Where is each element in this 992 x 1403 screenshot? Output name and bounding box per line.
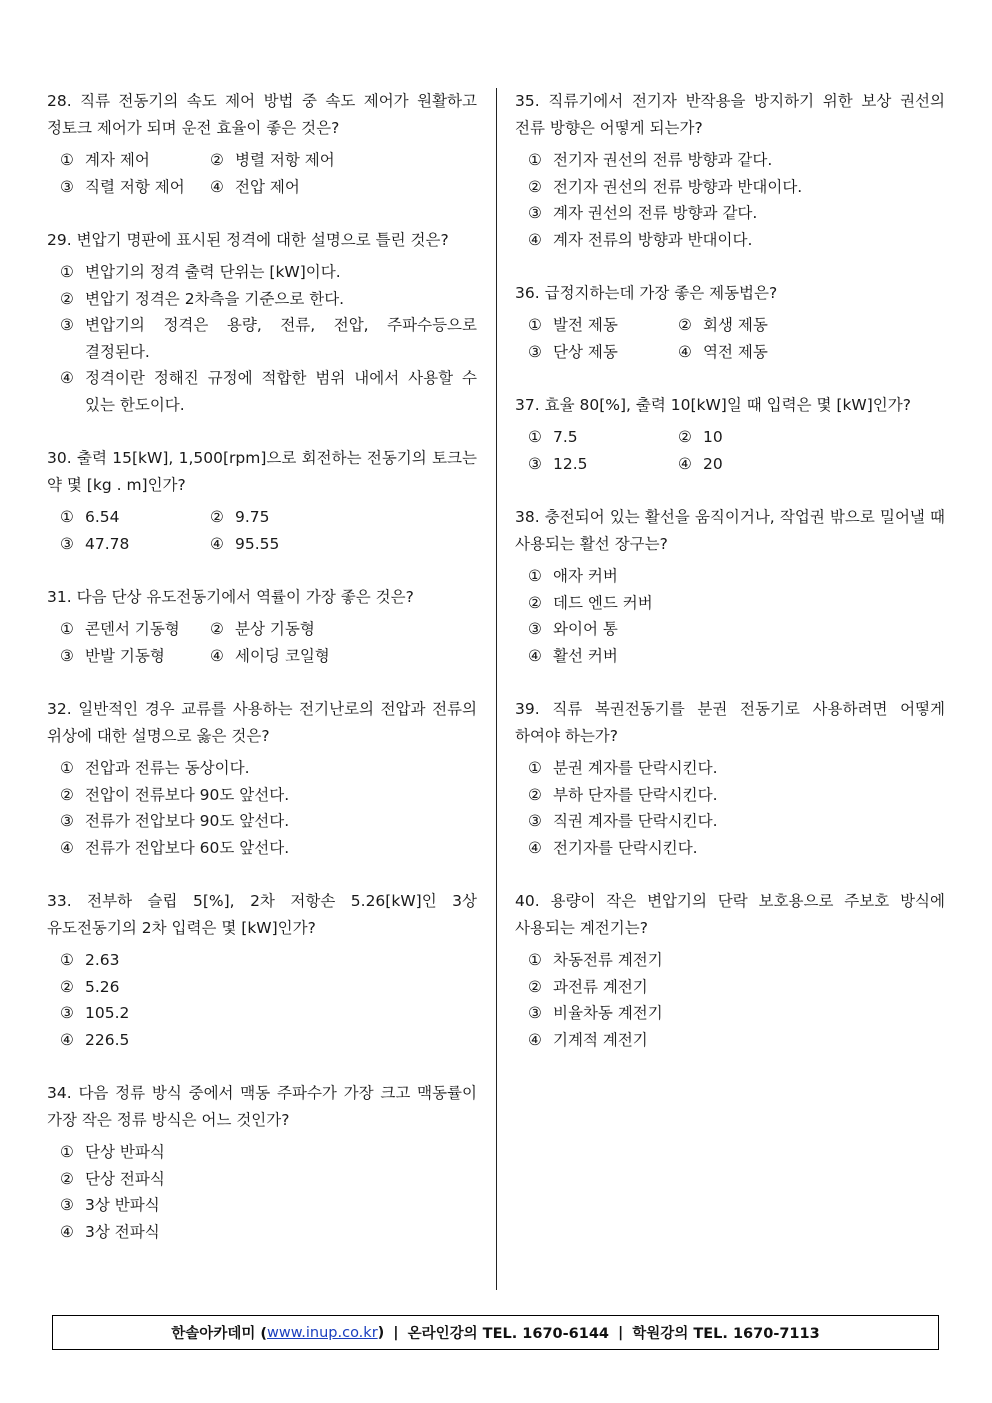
option-marker: ④ [60,1030,74,1049]
answer-option[interactable] [210,643,477,670]
answer-options [515,147,945,253]
answer-option[interactable] [60,259,477,286]
answer-option[interactable] [60,531,210,558]
option-text: 과전류 계전기 [553,977,648,996]
option-text: 역전 제동 [703,342,768,361]
question-text: 출력 15[kW], 1,500[rpm]으로 회전하는 전동기의 토크는 약 몇 [kg . m]인가? [47,449,477,494]
question-text: 변압기 명판에 표시된 정격에 대한 설명으로 틀린 것은? [76,231,449,249]
option-marker: ④ [60,1222,74,1241]
option-marker: ② [60,1169,74,1188]
answer-option[interactable] [60,755,477,782]
option-text: 변압기의 정격 출력 단위는 [kW]이다. [85,263,341,281]
question-29 [47,227,477,418]
footer-separator: | [393,1324,399,1341]
option-text: 계자 전류의 방향과 반대이다. [553,230,753,249]
option-marker: ④ [210,646,224,665]
option-text: 95.55 [235,534,280,553]
option-marker: ④ [678,454,692,473]
question-number: 34. [47,1084,72,1102]
option-text: 226.5 [85,1030,130,1049]
option-marker: ② [678,316,692,334]
question-text: 직류기에서 전기자 반작용을 방지하기 위한 보상 권선의 전류 방향은 어떻게 되는가? [515,92,945,137]
option-text: 전압과 전류는 동상이다. [85,759,250,777]
question-text: 일반적인 경우 교류를 사용하는 전기난로의 전압과 전류의 위상에 대한 설명으로 옳은 것은? [47,700,477,745]
answer-option[interactable] [528,835,945,862]
option-text: 반발 기동형 [85,646,165,665]
option-marker: ② [60,977,74,996]
answer-option[interactable] [60,1192,477,1219]
answer-option[interactable] [528,563,945,590]
question-34 [47,1080,477,1245]
answer-option[interactable] [210,504,477,531]
option-text: 전류가 전압보다 90도 앞선다. [85,812,290,830]
question-stem [47,888,477,942]
question-text: 효율 80[%], 출력 10[kW]일 때 입력은 몇 [kW]인가? [544,396,911,414]
option-text: 단상 제동 [553,342,618,361]
question-stem [47,227,477,254]
answer-option[interactable] [528,451,678,478]
question-number: 32. [47,700,72,718]
option-text: 전류가 전압보다 60도 앞선다. [85,838,290,857]
question-number: 30. [47,449,72,467]
option-text: 와이어 통 [553,620,618,638]
answer-option[interactable] [528,147,945,174]
question-number: 31. [47,588,72,606]
option-marker: ② [678,428,692,446]
answer-option[interactable] [60,147,210,174]
option-marker: ① [528,759,542,777]
option-text: 분상 기동형 [235,620,315,638]
option-text: 기계적 계전기 [553,1030,648,1049]
answer-option[interactable] [528,339,678,366]
option-marker: ① [60,759,74,777]
option-marker: ③ [60,812,74,830]
answer-option[interactable] [60,312,477,365]
answer-option[interactable] [60,1000,477,1027]
option-marker: ② [210,151,224,169]
answer-option[interactable] [528,1000,945,1027]
question-36 [515,280,945,365]
answer-option[interactable] [60,947,477,974]
answer-option[interactable] [60,616,210,643]
answer-option[interactable] [210,174,477,201]
option-marker: ② [210,620,224,638]
option-marker: ① [528,428,542,446]
option-text: 단상 반파식 [85,1143,165,1161]
option-text: 전압 제어 [235,177,300,196]
option-marker: ① [60,508,74,526]
answer-option[interactable] [528,200,945,227]
answer-option[interactable] [678,312,945,339]
option-text: 5.26 [85,977,120,996]
option-marker: ① [60,151,74,169]
question-number: 37. [515,396,540,414]
option-text: 6.54 [85,508,120,526]
answer-option[interactable] [528,947,945,974]
option-marker: ③ [528,204,542,222]
footer-separator: | [618,1324,624,1341]
question-31 [47,584,477,669]
option-marker: ④ [528,838,542,857]
answer-options [47,616,477,669]
footer-online-phone: 온라인강의 TEL. 1670-6144 [407,1326,609,1342]
option-marker: ① [60,951,74,969]
answer-options [515,312,945,365]
answer-option[interactable] [528,755,945,782]
answer-option[interactable] [60,835,477,862]
option-text: 105.2 [85,1004,130,1022]
left-column [47,88,477,1272]
question-33 [47,888,477,1053]
option-marker: ④ [60,369,74,387]
question-stem [47,1080,477,1134]
column-divider [496,88,497,1290]
option-text: 2.63 [85,951,120,969]
option-text: 전기자 권선의 전류 방향과 같다. [553,151,773,169]
footer-academy: 한솔아카데미 ( [171,1326,268,1342]
question-stem [47,88,477,142]
question-stem [47,445,477,499]
answer-option[interactable] [528,227,945,254]
option-text: 병렬 저항 제어 [235,151,335,169]
answer-options [47,504,477,557]
option-text: 애자 커버 [553,567,618,585]
question-number: 29. [47,231,72,249]
question-30 [47,445,477,557]
option-marker: ① [528,951,542,969]
option-marker: ③ [60,177,74,196]
option-marker: ③ [60,1004,74,1022]
option-marker: ② [528,593,542,612]
question-38 [515,504,945,669]
option-text: 변압기의 정격은 용량, 전류, 전압, 주파수등으로 결정된다. [85,316,477,361]
question-number: 35. [515,92,540,110]
answer-option[interactable] [60,1166,477,1193]
answer-option[interactable] [210,616,477,643]
answer-option[interactable] [528,424,678,451]
answer-options [515,947,945,1053]
answer-option[interactable] [528,782,945,809]
option-marker: ③ [60,316,74,334]
option-text: 20 [703,454,723,473]
answer-options [515,424,945,477]
option-text: 콘덴서 기동형 [85,620,180,638]
answer-options [47,947,477,1053]
question-40 [515,888,945,1053]
answer-options [515,563,945,669]
question-stem [515,392,945,419]
option-text: 활선 커버 [553,646,618,665]
answer-option[interactable] [678,451,945,478]
answer-option[interactable] [60,1139,477,1166]
footer-close-paren: ) [377,1324,385,1341]
option-marker: ② [60,785,74,804]
option-marker: ④ [60,838,74,857]
option-marker: ② [528,177,542,196]
question-number: 39. [515,700,540,718]
option-marker: ④ [528,1030,542,1049]
answer-option[interactable] [210,147,477,174]
footer-offline-phone: 학원강의 TEL. 1670-7113 [632,1326,820,1342]
question-text: 용량이 작은 변압기의 단락 보호용으로 주보호 방식에 사용되는 계전기는? [515,892,945,937]
question-number: 38. [515,508,540,526]
option-text: 47.78 [85,534,130,553]
answer-options [47,1139,477,1245]
option-text: 3상 전파식 [85,1222,160,1241]
answer-options [47,259,477,418]
answer-option[interactable] [528,643,945,670]
answer-option[interactable] [60,365,477,418]
option-text: 계자 권선의 전류 방향과 같다. [553,204,758,222]
answer-option[interactable] [528,312,678,339]
option-marker: ③ [528,812,542,830]
option-marker: ① [60,1143,74,1161]
question-35 [515,88,945,253]
question-text: 급정지하는데 가장 좋은 제동법은? [544,284,778,302]
answer-option[interactable] [60,782,477,809]
question-stem [515,504,945,558]
question-text: 직류 전동기의 속도 제어 방법 중 속도 제어가 원활하고 정토크 제어가 되며 운전 효율이 좋은 것은? [47,92,477,137]
answer-options [47,755,477,861]
footer-website-link[interactable]: www.inup.co.kr [267,1324,378,1341]
question-number: 40. [515,892,540,910]
option-marker: ① [60,263,74,281]
option-text: 계자 제어 [85,151,150,169]
option-text: 9.75 [235,508,270,526]
question-number: 33. [47,892,72,910]
option-text: 비율차동 계전기 [553,1004,663,1022]
option-text: 발전 제동 [553,316,618,334]
option-text: 부하 단자를 단락시킨다. [553,785,718,804]
option-marker: ① [528,316,542,334]
option-marker: ③ [60,534,74,553]
answer-options [47,147,477,200]
option-marker: ② [528,785,542,804]
option-marker: ④ [210,534,224,553]
answer-option[interactable] [528,974,945,1001]
question-number: 36. [515,284,540,302]
option-text: 7.5 [553,428,578,446]
question-stem [515,88,945,142]
question-stem [47,696,477,750]
option-marker: ③ [528,1004,542,1022]
answer-option[interactable] [678,424,945,451]
answer-option[interactable] [528,1027,945,1054]
option-marker: ② [210,508,224,526]
question-stem [47,584,477,611]
question-28 [47,88,477,200]
option-text: 정격이란 정해진 규정에 적합한 범위 내에서 사용할 수 있는 한도이다. [85,369,477,414]
option-marker: ① [528,567,542,585]
question-text: 다음 정류 방식 중에서 맥동 주파수가 가장 크고 맥동률이 가장 작은 정류 방식은 어느 것인가? [47,1084,477,1129]
answer-option[interactable] [60,643,210,670]
answer-option[interactable] [60,286,477,313]
answer-option[interactable] [60,808,477,835]
question-number: 28. [47,92,72,110]
answer-option[interactable] [60,504,210,531]
option-text: 세이딩 코일형 [235,646,330,665]
answer-option[interactable] [60,1027,477,1054]
option-text: 10 [703,428,723,446]
option-text: 회생 제동 [703,316,768,334]
answer-options [515,755,945,861]
answer-option[interactable] [528,174,945,201]
question-text: 다음 단상 유도전동기에서 역률이 가장 좋은 것은? [76,588,414,606]
answer-option[interactable] [528,590,945,617]
option-text: 직렬 저항 제어 [85,177,185,196]
option-text: 3상 반파식 [85,1196,160,1214]
option-marker: ③ [528,620,542,638]
answer-option[interactable] [210,531,477,558]
option-marker: ② [60,289,74,308]
question-stem [515,280,945,307]
option-marker: ④ [528,646,542,665]
option-text: 변압기 정격은 2차측을 기준으로 한다. [85,289,345,308]
question-stem [515,888,945,942]
option-text: 전압이 전류보다 90도 앞선다. [85,785,290,804]
option-text: 전기자를 단락시킨다. [553,838,698,857]
option-marker: ③ [528,454,542,473]
question-32 [47,696,477,861]
question-37 [515,392,945,477]
option-marker: ④ [210,177,224,196]
question-text: 전부하 슬립 5[%], 2차 저항손 5.26[kW]인 3상 유도전동기의 2차 입력은 몇 [kW]인가? [47,892,477,937]
option-text: 분권 계자를 단락시킨다. [553,759,718,777]
footer-bar [52,1315,939,1350]
option-marker: ③ [60,1196,74,1214]
question-stem [515,696,945,750]
option-marker: ① [60,620,74,638]
option-marker: ③ [528,342,542,361]
question-text: 직류 복권전동기를 분권 전동기로 사용하려면 어떻게 하여야 하는가? [515,700,945,745]
option-text: 데드 엔드 커버 [553,593,653,612]
option-text: 차동전류 계전기 [553,951,663,969]
option-text: 12.5 [553,454,588,473]
option-marker: ④ [678,342,692,361]
option-text: 전기자 권선의 전류 방향과 반대이다. [553,177,803,196]
answer-option[interactable] [60,974,477,1001]
answer-option[interactable] [528,616,945,643]
question-text: 충전되어 있는 활선을 움직이거나, 작업권 밖으로 밀어낼 때 사용되는 활선 장구는? [515,508,945,553]
option-text: 단상 전파식 [85,1169,165,1188]
answer-option[interactable] [678,339,945,366]
option-marker: ④ [528,230,542,249]
option-text: 직권 계자를 단락시킨다. [553,812,718,830]
answer-option[interactable] [60,1219,477,1246]
option-marker: ③ [60,646,74,665]
answer-option[interactable] [60,174,210,201]
question-39 [515,696,945,861]
option-marker: ② [528,977,542,996]
option-marker: ① [528,151,542,169]
right-column [515,88,945,1080]
answer-option[interactable] [528,808,945,835]
